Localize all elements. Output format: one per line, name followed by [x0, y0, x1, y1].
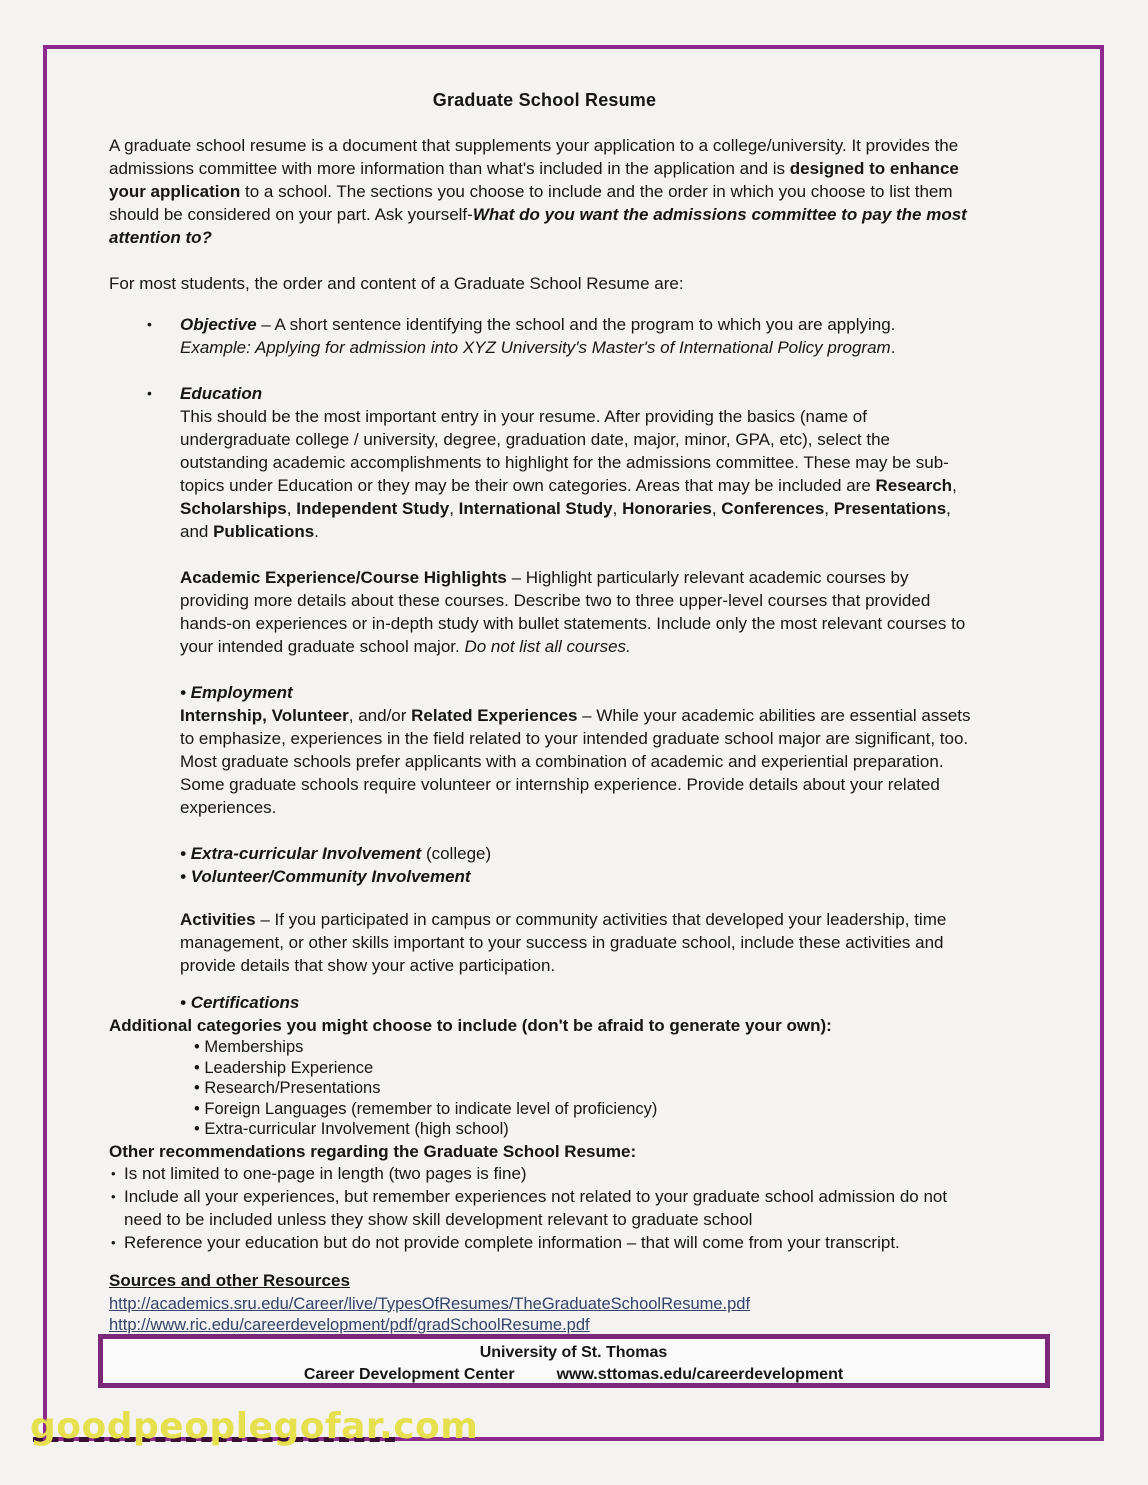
- text-run-bold: Scholarships: [180, 499, 287, 518]
- text-run: A graduate school resume is a document that supplements your application to a college/university. It provides the admissions committee with more information than what's included in the application and is: [109, 136, 959, 178]
- watermark-text: goodpeoplegofar.com: [30, 1406, 479, 1447]
- text-run: ,: [952, 476, 957, 495]
- text-run: – A short sentence identifying the school and the program to which you are applying.: [256, 315, 896, 334]
- volunteer-term: Volunteer/Community Involvement: [190, 867, 471, 886]
- text-run-bold: Conferences: [721, 499, 825, 518]
- text-run-bold: Presentations: [833, 499, 947, 518]
- education-paragraph: [109, 405, 980, 543]
- text-run: ,: [711, 499, 722, 518]
- text-run: to a school. The sections you choose to include and the order in which you choose to list them should be considered on your part. Ask yourself-: [109, 182, 953, 224]
- text-run: ,: [612, 499, 623, 518]
- additional-categories-list: [109, 1037, 980, 1140]
- employment-section: [109, 681, 980, 704]
- activities-paragraph: [109, 908, 980, 977]
- page-title: Graduate School Resume: [432, 90, 657, 110]
- bullet-icon: •: [180, 844, 191, 863]
- bullet-icon: •: [147, 316, 152, 332]
- list-item-objective: [109, 313, 980, 359]
- text-run: , and: [180, 499, 951, 541]
- bullet-icon: •: [111, 1189, 116, 1204]
- footer-line2: [103, 1364, 1045, 1386]
- bullet-icon: •: [111, 1165, 116, 1181]
- employment-heading: • Employment: [180, 683, 293, 702]
- extra-involvement-list: [109, 842, 980, 888]
- intro-paragraph: [109, 134, 980, 249]
- text-run: – Highlight particularly relevant academic courses by providing more details about these courses. Describe two to three upper-level courses that provided hands-on experiences or in-depth study with bullet statements. Include only the most relevant courses to your intended graduate school major.: [180, 568, 966, 656]
- text-run-italic: Do not list all courses.: [464, 637, 631, 656]
- text-run: – If you participated in campus or community activities that developed your leadership, time management, or other skills important to your success in graduate school, include these activities and provide details that show your active participation.: [180, 910, 947, 975]
- additional-categories-heading: Additional categories you might choose to include (don't be afraid to generate your own):: [109, 1016, 832, 1035]
- bullet-icon: •: [111, 1235, 116, 1250]
- list-item-extracurricular: [180, 842, 980, 865]
- source-link-2[interactable]: http://www.ric.edu/careerdevelopment/pdf/gradSchoolResume.pdf: [109, 1316, 590, 1334]
- extracurricular-term: Extra-curricular Involvement: [190, 844, 422, 863]
- list-item-volunteer: [180, 865, 980, 888]
- list-item: • Extra-curricular Involvement (high school): [194, 1120, 509, 1138]
- text-run: , and/or: [348, 706, 412, 725]
- text-run-bold: International Study: [458, 499, 613, 518]
- text-run-bold: Research: [875, 476, 953, 495]
- list-item: • Memberships: [194, 1038, 304, 1056]
- text-run: ,: [449, 499, 459, 518]
- list-item: [109, 1186, 980, 1231]
- education-term: Education: [180, 384, 263, 403]
- footer-url: www.sttomas.edu/careerdevelopment: [556, 1366, 844, 1383]
- source-link-1[interactable]: http://academics.sru.edu/Career/live/TypesOfResumes/TheGraduateSchoolResume.pdf: [109, 1294, 751, 1313]
- list-item: [109, 1232, 980, 1255]
- bullet-icon: •: [180, 867, 191, 886]
- list-item: • Research/Presentations: [194, 1079, 381, 1097]
- text-run-bold: designed to enhance your application: [109, 159, 959, 201]
- text-run-bold: Internship, Volunteer: [180, 706, 349, 725]
- text-run: This should be the most important entry in your resume. After providing the basics (name of undergraduate college / university, degree, graduation date, major, minor, GPA, etc), select the outstanding academic accomplishments to highlight for the admissions committee. These may be sub-topics under Education or they may be their own categories. Areas that may be included are: [180, 407, 949, 495]
- text-run: (college): [421, 844, 492, 863]
- other-recommendations-list: [109, 1163, 980, 1255]
- text-run: – While your academic abilities are essential assets to emphasize, experiences in the field related to your intended graduate school major are significant, too. Most graduate schools prefer applicants with a combination of academic and experiential preparation. Some graduate schools require volunteer or internship experience. Provide details about your related experiences.: [180, 706, 971, 817]
- text-run: .: [314, 522, 319, 541]
- certifications-term: Certifications: [190, 993, 300, 1012]
- employment-paragraph: [109, 704, 980, 819]
- document-content: [47, 49, 1100, 1358]
- list-item: • Leadership Experience: [194, 1058, 374, 1077]
- text-run: ,: [286, 499, 297, 518]
- text-run: Reference your education but do not provide complete information – that will come from your transcript.: [124, 1233, 900, 1252]
- text-run: Is not limited to one-page in length (two pages is fine): [124, 1163, 527, 1183]
- text-run-bold: Publications: [213, 522, 315, 541]
- list-item-certifications: [109, 991, 980, 1014]
- footer-university: University of St. Thomas: [479, 1344, 668, 1361]
- list-item-education: [109, 382, 980, 405]
- text-run: .: [890, 338, 896, 357]
- list-item: • Foreign Languages (remember to indicate level of proficiency): [194, 1099, 658, 1118]
- objective-example: Example: Applying for admission into XYZ University's Master's of International Policy program: [180, 338, 891, 357]
- bullet-icon: •: [147, 385, 152, 401]
- page-border-frame: [43, 45, 1104, 1441]
- sources-heading: Sources and other Resources: [109, 1270, 350, 1290]
- academic-paragraph: [109, 566, 980, 658]
- list-intro: For most students, the order and content of a Graduate School Resume are:: [109, 274, 684, 293]
- text-run-bold: Honoraries: [622, 499, 712, 518]
- text-run-bold-italic: What do you want the admissions committee to pay the most attention to?: [109, 205, 967, 247]
- list-item: [109, 1163, 980, 1186]
- bullet-icon: •: [180, 993, 191, 1012]
- text-run: Include all your experiences, but remember experiences not related to your graduate school admission do not need to be included unless they show skill development relevant to graduate school: [124, 1187, 948, 1229]
- text-run-bold: Related Experiences: [411, 706, 578, 725]
- objective-term: Objective: [180, 315, 257, 334]
- footer-box: [98, 1334, 1050, 1388]
- text-run-bold: Independent Study: [296, 499, 450, 518]
- text-run: ,: [824, 499, 834, 518]
- activities-term: Activities: [180, 910, 256, 929]
- footer-center-name: Career Development Center: [303, 1366, 515, 1383]
- other-recommendations-heading: Other recommendations regarding the Graduate School Resume:: [109, 1141, 637, 1161]
- academic-term: Academic Experience/Course Highlights: [180, 568, 507, 587]
